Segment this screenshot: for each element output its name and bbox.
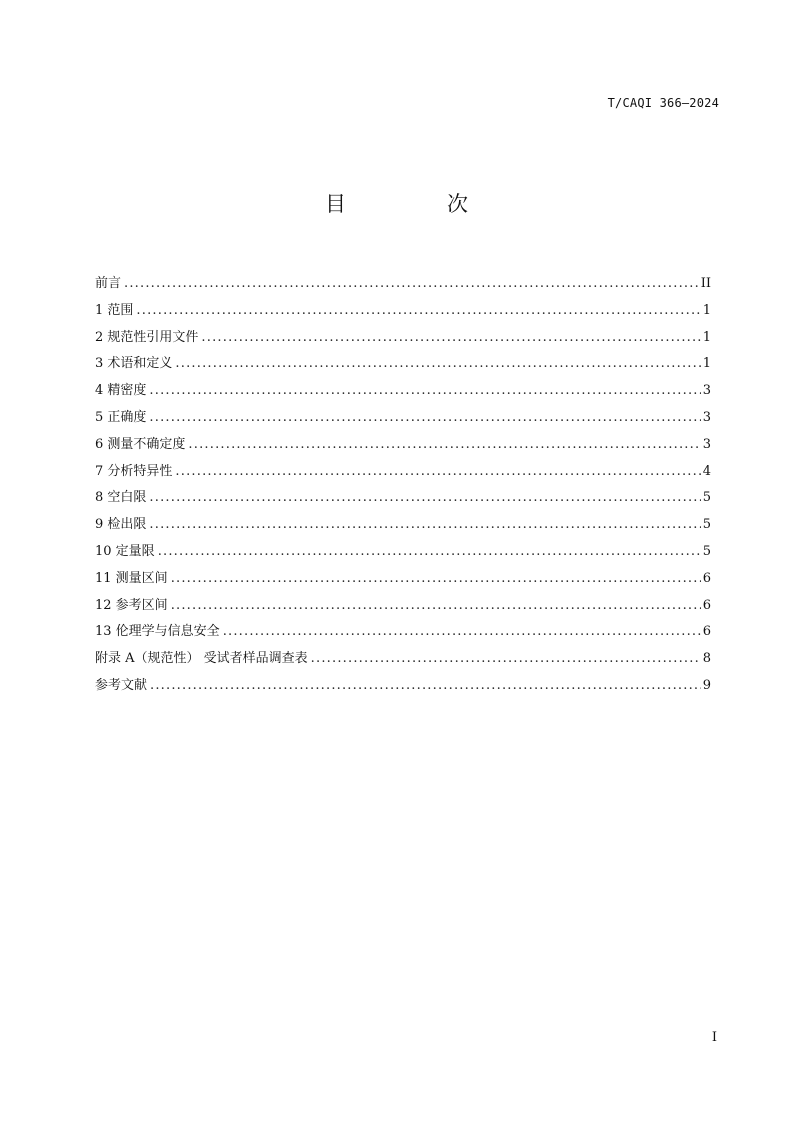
toc-entry-label: 3 术语和定义 — [95, 356, 173, 372]
toc-title: 目 次 — [325, 192, 508, 216]
toc-leader-dots — [175, 464, 700, 479]
toc-leader-dots — [150, 678, 701, 693]
toc-entry-page: 3 — [702, 436, 711, 452]
toc-leader-dots — [149, 490, 700, 505]
toc-list — [95, 272, 711, 701]
toc-entry-page: 8 — [702, 651, 711, 667]
toc-entry-label: 12 参考区间 — [95, 597, 168, 613]
toc-entry-page: 1 — [702, 356, 711, 372]
toc-leader-dots — [149, 383, 700, 398]
toc-entry-page: 4 — [702, 463, 711, 479]
toc-entry[interactable] — [95, 567, 711, 594]
document-code: T/CAQI 366—2024 — [607, 96, 719, 110]
toc-entry-label: 5 正确度 — [95, 409, 147, 425]
toc-entry-label: 8 空白限 — [95, 490, 147, 506]
toc-leader-dots — [136, 303, 700, 318]
toc-leader-dots — [311, 651, 701, 666]
toc-entry[interactable] — [95, 460, 711, 487]
toc-entry[interactable] — [95, 513, 711, 540]
toc-leader-dots — [149, 410, 700, 425]
toc-entry[interactable] — [95, 433, 711, 460]
toc-entry-page: 3 — [702, 383, 711, 399]
toc-entry-page: 1 — [702, 329, 711, 345]
toc-entry-label: 附录 A（规范性） 受试者样品调查表 — [95, 651, 308, 667]
toc-entry-label: 13 伦理学与信息安全 — [95, 624, 220, 640]
toc-entry[interactable] — [95, 540, 711, 567]
toc-entry-label: 1 范围 — [95, 302, 134, 318]
toc-entry-label: 参考文献 — [95, 677, 148, 693]
toc-entry-label: 11 测量区间 — [95, 570, 168, 586]
toc-leader-dots — [158, 544, 701, 559]
toc-entry[interactable] — [95, 674, 711, 701]
toc-leader-dots — [201, 330, 700, 345]
toc-leader-dots — [171, 598, 701, 613]
toc-entry[interactable] — [95, 379, 711, 406]
toc-entry[interactable] — [95, 272, 711, 299]
toc-entry-label: 10 定量限 — [95, 543, 155, 559]
toc-leader-dots — [188, 437, 700, 452]
toc-entry-page: 5 — [702, 517, 711, 533]
toc-leader-dots — [171, 571, 701, 586]
toc-entry[interactable] — [95, 352, 711, 379]
toc-entry-page: 3 — [702, 409, 711, 425]
toc-entry[interactable] — [95, 406, 711, 433]
toc-entry-page: 1 — [702, 302, 711, 318]
toc-leader-dots — [175, 356, 700, 371]
toc-entry-label: 9 检出限 — [95, 517, 147, 533]
toc-entry-page: 6 — [702, 570, 711, 586]
toc-entry-page: 6 — [702, 624, 711, 640]
toc-leader-dots — [124, 276, 699, 291]
toc-entry-page: 5 — [702, 543, 711, 559]
toc-entry-label: 4 精密度 — [95, 383, 147, 399]
toc-entry-page: 9 — [702, 677, 711, 693]
toc-entry-page: 5 — [702, 490, 711, 506]
page-number: I — [711, 1030, 717, 1045]
toc-leader-dots — [223, 624, 701, 639]
toc-entry[interactable] — [95, 326, 711, 353]
toc-leader-dots — [149, 517, 700, 532]
toc-entry[interactable] — [95, 486, 711, 513]
toc-entry-label: 6 测量不确定度 — [95, 436, 186, 452]
toc-entry-page: II — [700, 276, 711, 291]
toc-entry[interactable] — [95, 620, 711, 647]
toc-entry-label: 2 规范性引用文件 — [95, 329, 199, 345]
toc-entry[interactable] — [95, 594, 711, 621]
toc-entry-label: 7 分析特异性 — [95, 463, 173, 479]
toc-entry[interactable] — [95, 299, 711, 326]
toc-entry-page: 6 — [702, 597, 711, 613]
toc-entry-label: 前言 — [95, 276, 122, 291]
toc-entry[interactable] — [95, 647, 711, 674]
